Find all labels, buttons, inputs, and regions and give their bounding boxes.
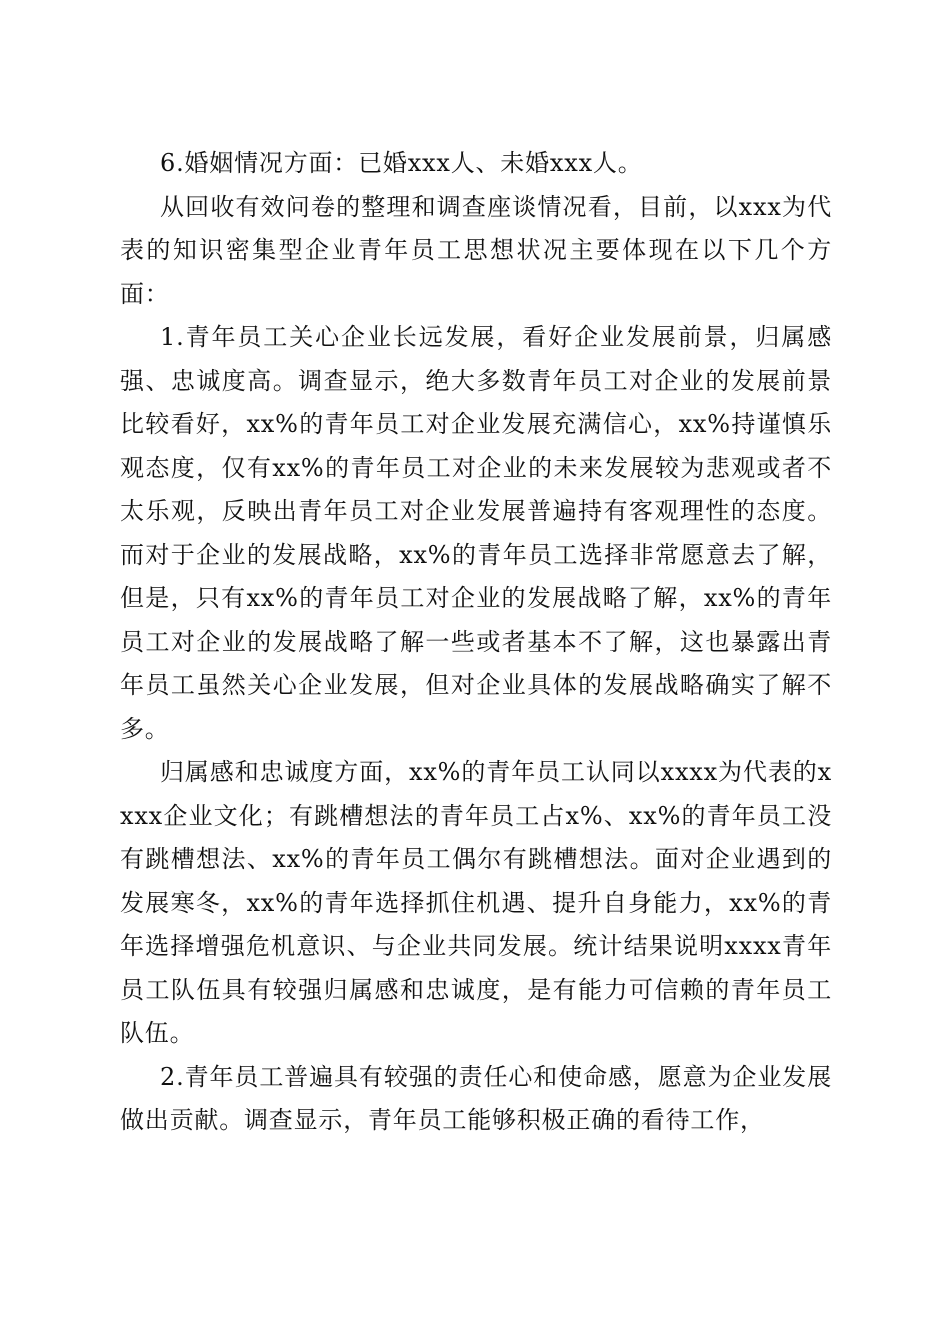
paragraph-belonging-loyalty: 归属感和忠诚度方面，xx%的青年员工认同以xxxx为代表的xxxx企业文化；有跳槽想法的青年员工占x%、xx%的青年员工没有跳槽想法、xx%的青年员工偶尔有跳槽想法。面对企业遇到的发展寒冬，xx%的青年选择抓住机遇、提升自身能力，xx%的青年选择增强危机意识、与企业共同发展。统计结果说明xxxx青年员工队伍具有较强归属感和忠诚度，是有能力可信赖的青年员工队伍。 <box>120 758 832 1047</box>
paragraph-point-2: 2.青年员工普遍具有较强的责任心和使命感，愿意为企业发展做出贡献。调查显示，青年员工能够积极正确的看待工作， <box>120 1062 832 1134</box>
paragraph-point-1: 1.青年员工关心企业长远发展，看好企业发展前景，归属感强、忠诚度高。调查显示，绝大多数青年员工对企业的发展前景比较看好，xx%的青年员工对企业发展充满信心，xx%持谨慎乐观态度，仅有xx%的青年员工对企业的未来发展较为悲观或者不太乐观，反映出青年员工对企业发展普遍持有客观理性的态度。而对于企业的发展战略，xx%的青年员工选择非常愿意去了解，但是，只有xx%的青年员工对企业的发展战略了解，xx%的青年员工对企业的发展战略了解一些或者基本不了解，这也暴露出青年员工虽然关心企业发展，但对企业具体的发展战略确实了解不多。 <box>120 323 832 743</box>
document-body <box>120 142 832 1143</box>
paragraph-survey-intro: 从回收有效问卷的整理和调查座谈情况看，目前，以xxx为代表的知识密集型企业青年员工思想状况主要体现在以下几个方面： <box>120 192 832 308</box>
paragraph-marital-status: 6.婚姻情况方面：已婚xxx人、未婚xxx人。 <box>160 149 643 177</box>
